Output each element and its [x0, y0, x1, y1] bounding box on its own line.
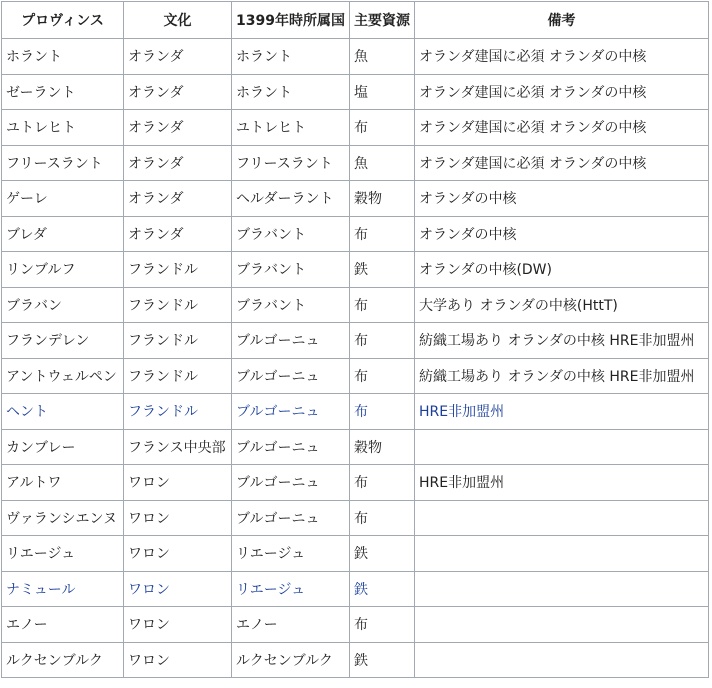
cell-notes: オランダ建国に必須 オランダの中核 — [415, 110, 709, 146]
cell-culture: フランドル — [124, 394, 232, 430]
cell-province: カンブレー — [2, 429, 124, 465]
table-row — [2, 74, 709, 110]
cell-culture: ワロン — [124, 536, 232, 572]
cell-province: ヴァランシエンヌ — [2, 500, 124, 536]
table-row — [2, 394, 709, 430]
cell-culture: ワロン — [124, 607, 232, 643]
cell-culture: オランダ — [124, 39, 232, 75]
cell-notes — [415, 607, 709, 643]
cell-owner-1399: リエージュ — [232, 571, 350, 607]
cell-resource: 布 — [350, 287, 415, 323]
table-row — [2, 216, 709, 252]
cell-province: リエージュ — [2, 536, 124, 572]
cell-culture: ワロン — [124, 642, 232, 678]
table-row — [2, 323, 709, 359]
cell-resource: 布 — [350, 110, 415, 146]
cell-owner-1399: ホラント — [232, 39, 350, 75]
table-row — [2, 110, 709, 146]
cell-owner-1399: ヘルダーラント — [232, 181, 350, 217]
cell-owner-1399: ブルゴーニュ — [232, 429, 350, 465]
cell-owner-1399: ルクセンブルク — [232, 642, 350, 678]
cell-resource: 布 — [350, 358, 415, 394]
cell-culture: フランス中央部 — [124, 429, 232, 465]
table-row — [2, 287, 709, 323]
cell-notes: 紡織工場あり オランダの中核 HRE非加盟州 — [415, 358, 709, 394]
cell-resource: 鉄 — [350, 642, 415, 678]
cell-notes — [415, 571, 709, 607]
table-row — [2, 607, 709, 643]
cell-culture: オランダ — [124, 181, 232, 217]
table-body — [2, 39, 709, 678]
table-row — [2, 252, 709, 288]
cell-resource: 鉄 — [350, 536, 415, 572]
cell-province: ブラバン — [2, 287, 124, 323]
cell-province: フリースラント — [2, 145, 124, 181]
table-header — [2, 2, 709, 39]
table-row — [2, 429, 709, 465]
cell-notes: オランダ建国に必須 オランダの中核 — [415, 74, 709, 110]
cell-owner-1399: ブルゴーニュ — [232, 358, 350, 394]
cell-resource: 穀物 — [350, 429, 415, 465]
cell-resource: 鉄 — [350, 252, 415, 288]
cell-notes — [415, 536, 709, 572]
cell-culture: オランダ — [124, 216, 232, 252]
cell-owner-1399: ブラバント — [232, 252, 350, 288]
cell-notes — [415, 500, 709, 536]
header-owner-1399: 1399年時所属国 — [232, 2, 350, 39]
cell-resource: 布 — [350, 607, 415, 643]
header-notes: 備考 — [415, 2, 709, 39]
cell-resource: 布 — [350, 323, 415, 359]
cell-province: ルクセンブルク — [2, 642, 124, 678]
cell-owner-1399: ブルゴーニュ — [232, 500, 350, 536]
cell-culture: オランダ — [124, 110, 232, 146]
cell-resource: 塩 — [350, 74, 415, 110]
cell-province: ゲーレ — [2, 181, 124, 217]
cell-notes: 紡織工場あり オランダの中核 HRE非加盟州 — [415, 323, 709, 359]
cell-owner-1399: ブルゴーニュ — [232, 465, 350, 501]
cell-notes — [415, 429, 709, 465]
cell-province: ブレダ — [2, 216, 124, 252]
cell-notes: オランダの中核(DW) — [415, 252, 709, 288]
cell-culture: フランドル — [124, 323, 232, 359]
cell-province: ユトレヒト — [2, 110, 124, 146]
table-row — [2, 500, 709, 536]
header-row — [2, 2, 709, 39]
cell-resource: 布 — [350, 216, 415, 252]
cell-resource: 魚 — [350, 145, 415, 181]
cell-province: フランデレン — [2, 323, 124, 359]
cell-province: エノー — [2, 607, 124, 643]
cell-culture: ワロン — [124, 500, 232, 536]
cell-resource: 布 — [350, 394, 415, 430]
cell-province: ヘント — [2, 394, 124, 430]
cell-owner-1399: ユトレヒト — [232, 110, 350, 146]
cell-province: ナミュール — [2, 571, 124, 607]
cell-culture: オランダ — [124, 74, 232, 110]
cell-resource: 魚 — [350, 39, 415, 75]
cell-province: アルトワ — [2, 465, 124, 501]
cell-province: ホラント — [2, 39, 124, 75]
cell-notes: オランダ建国に必須 オランダの中核 — [415, 145, 709, 181]
cell-owner-1399: フリースラント — [232, 145, 350, 181]
cell-province: ゼーラント — [2, 74, 124, 110]
table-row — [2, 465, 709, 501]
table-row — [2, 642, 709, 678]
cell-owner-1399: エノー — [232, 607, 350, 643]
cell-notes — [415, 642, 709, 678]
cell-resource: 穀物 — [350, 181, 415, 217]
cell-notes: オランダの中核 — [415, 181, 709, 217]
cell-owner-1399: ブラバント — [232, 287, 350, 323]
header-province: プロヴィンス — [2, 2, 124, 39]
cell-resource: 鉄 — [350, 571, 415, 607]
table-row — [2, 145, 709, 181]
table-row — [2, 571, 709, 607]
province-table — [1, 1, 709, 678]
cell-owner-1399: ブルゴーニュ — [232, 323, 350, 359]
cell-culture: ワロン — [124, 571, 232, 607]
cell-owner-1399: ホラント — [232, 74, 350, 110]
table-row — [2, 358, 709, 394]
cell-culture: フランドル — [124, 358, 232, 394]
header-resource: 主要資源 — [350, 2, 415, 39]
cell-province: リンブルフ — [2, 252, 124, 288]
cell-culture: ワロン — [124, 465, 232, 501]
cell-owner-1399: ブルゴーニュ — [232, 394, 350, 430]
header-culture: 文化 — [124, 2, 232, 39]
table-row — [2, 536, 709, 572]
cell-notes: HRE非加盟州 — [415, 465, 709, 501]
cell-culture: フランドル — [124, 252, 232, 288]
table-row — [2, 39, 709, 75]
cell-notes: オランダ建国に必須 オランダの中核 — [415, 39, 709, 75]
cell-province: アントウェルペン — [2, 358, 124, 394]
cell-owner-1399: リエージュ — [232, 536, 350, 572]
cell-notes: 大学あり オランダの中核(HttT) — [415, 287, 709, 323]
cell-resource: 布 — [350, 465, 415, 501]
cell-notes: オランダの中核 — [415, 216, 709, 252]
cell-owner-1399: ブラバント — [232, 216, 350, 252]
cell-culture: フランドル — [124, 287, 232, 323]
cell-resource: 布 — [350, 500, 415, 536]
table-row — [2, 181, 709, 217]
cell-culture: オランダ — [124, 145, 232, 181]
cell-notes: HRE非加盟州 — [415, 394, 709, 430]
